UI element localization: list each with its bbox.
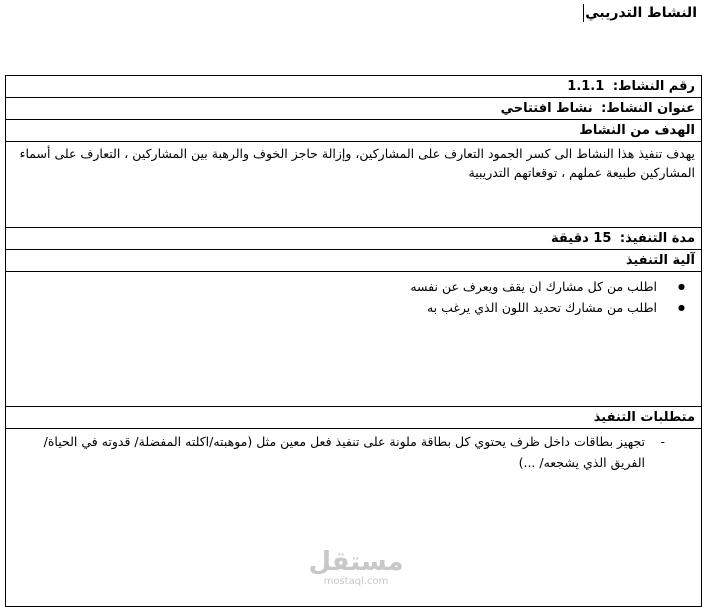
goal-header-row bbox=[6, 120, 701, 142]
requirements-label: متطلبات التنفيذ bbox=[593, 410, 695, 425]
steps-label: آلية التنفيذ bbox=[625, 253, 695, 268]
activity-title-label: عنوان النشاط: bbox=[601, 101, 695, 116]
steps-list bbox=[12, 276, 695, 318]
activity-title-row bbox=[6, 98, 701, 120]
goal-text: يهدف تنفيذ هذا النشاط الى كسر الجمود التعارف على المشاركين، وإزالة حاجز الخوف والرهبة بين المشاركين ، التعارف على أسماء المشاركين طبيعة عملهم ، توقعاتهم التدريبية bbox=[19, 146, 695, 180]
goal-label: الهدف من النشاط bbox=[579, 123, 695, 138]
duration-row bbox=[6, 228, 701, 250]
activity-title-value: نشاط افتتاحي bbox=[500, 101, 593, 116]
watermark-logo bbox=[308, 548, 404, 588]
duration-value: 15 دقيقة bbox=[551, 231, 612, 246]
list-item bbox=[12, 431, 695, 473]
steps-body-row bbox=[6, 276, 701, 407]
goal-body-row bbox=[6, 142, 701, 228]
duration-label: مدة التنفيذ: bbox=[619, 231, 695, 246]
activity-number-value: 1.1.1 bbox=[567, 79, 605, 94]
dash-bullet-icon: - bbox=[660, 434, 665, 449]
requirement-text: تجهيز بطاقات داخل ظرف يحتوي كل بطاقة ملونة على تنفيذ فعل معين مثل (موهبته/اكلته المفضلة/ قدوته في الحياة/ الفريق الذي يشجعه/ ...) bbox=[43, 434, 645, 470]
document-title: النشاط التدريبي bbox=[585, 5, 697, 21]
requirements-header-row bbox=[6, 407, 701, 429]
steps-header-row bbox=[6, 250, 701, 272]
list-item: ● اطلب من كل مشارك ان يقف ويعرف عن نفسه bbox=[12, 276, 657, 297]
activity-number-label: رقم النشاط: bbox=[612, 79, 695, 94]
list-item: ● اطلب من مشارك تحديد اللون الذي يرغب به bbox=[12, 297, 657, 318]
watermark-latin: mostaql.com bbox=[323, 576, 389, 587]
activity-number-row bbox=[6, 76, 701, 98]
watermark-arabic: مستقل bbox=[308, 547, 404, 577]
activity-form-table bbox=[5, 75, 702, 607]
